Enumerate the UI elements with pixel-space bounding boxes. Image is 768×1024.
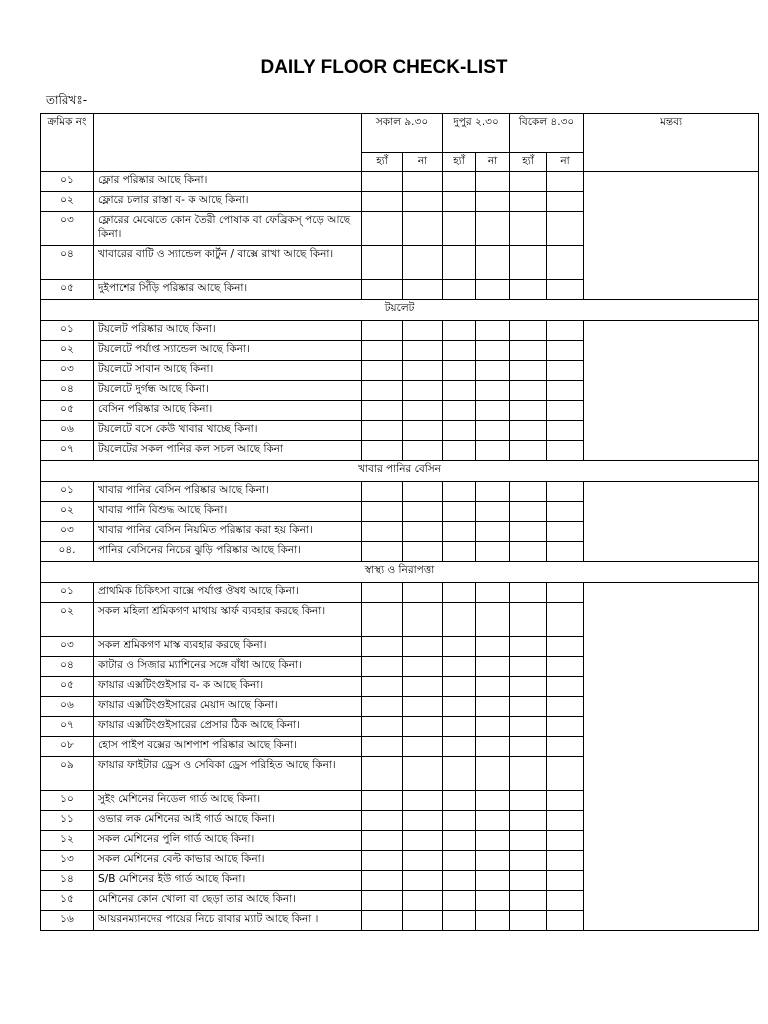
row-number: ০২ — [41, 341, 94, 361]
row-number: ০৭ — [41, 441, 94, 461]
morning-no-cell[interactable] — [403, 192, 443, 212]
afternoon-no-cell[interactable] — [547, 192, 584, 212]
noon-no-cell[interactable] — [476, 341, 510, 361]
row-number: ১৩ — [41, 851, 94, 871]
noon-yes-cell[interactable] — [443, 851, 476, 871]
row-description: ফায়ার এক্সটিংগুইসার ব- ক আছে কিনা। — [94, 677, 362, 697]
checklist-table — [40, 113, 759, 931]
noon-no-cell[interactable] — [476, 911, 510, 931]
row-number: ০৪ — [41, 381, 94, 401]
morning-no-cell[interactable] — [403, 542, 443, 562]
morning-no-cell[interactable] — [403, 717, 443, 737]
row-number: ০৫ — [41, 401, 94, 421]
noon-no-cell[interactable] — [476, 603, 510, 637]
morning-no-cell[interactable] — [403, 911, 443, 931]
row-number: ০৬ — [41, 697, 94, 717]
row-number: ০৭ — [41, 717, 94, 737]
noon-no-cell[interactable] — [476, 542, 510, 562]
noon-yes-cell[interactable] — [443, 657, 476, 677]
afternoon-yes-cell[interactable] — [510, 246, 547, 280]
morning-yes-header: হ্যাঁ — [362, 153, 403, 172]
noon-yes-cell[interactable] — [443, 246, 476, 280]
afternoon-no-cell[interactable] — [547, 522, 584, 542]
noon-no-cell[interactable] — [476, 212, 510, 246]
afternoon-no-cell[interactable] — [547, 361, 584, 381]
morning-yes-cell[interactable] — [362, 757, 403, 791]
row-description: হোস পাইপ বক্সের আশপাশ পরিষ্কার আছে কিনা। — [94, 737, 362, 757]
afternoon-no-cell[interactable] — [547, 341, 584, 361]
table-row — [41, 321, 759, 341]
noon-no-cell[interactable] — [476, 361, 510, 381]
afternoon-no-cell[interactable] — [547, 441, 584, 461]
afternoon-no-cell[interactable] — [547, 911, 584, 931]
afternoon-yes-cell[interactable] — [510, 831, 547, 851]
morning-no-cell[interactable] — [403, 280, 443, 300]
row-number: ০১ — [41, 482, 94, 502]
afternoon-no-cell[interactable] — [547, 811, 584, 831]
row-description: বেসিন পরিষ্কার আছে কিনা। — [94, 401, 362, 421]
noon-yes-cell[interactable] — [443, 212, 476, 246]
afternoon-yes-cell[interactable] — [510, 401, 547, 421]
afternoon-yes-cell[interactable] — [510, 212, 547, 246]
morning-no-cell[interactable] — [403, 441, 443, 461]
noon-yes-cell[interactable] — [443, 421, 476, 441]
noon-yes-cell[interactable] — [443, 441, 476, 461]
noon-no-cell[interactable] — [476, 280, 510, 300]
noon-yes-cell[interactable] — [443, 697, 476, 717]
row-description: সকল মহিলা শ্রমিকগণ মাথায় স্কার্ফ ব্যবহার করছে কিনা। — [94, 603, 362, 637]
morning-no-cell[interactable] — [403, 401, 443, 421]
noon-yes-cell[interactable] — [443, 717, 476, 737]
afternoon-yes-cell[interactable] — [510, 583, 547, 603]
section-header-row — [41, 461, 759, 482]
morning-no-header: না — [403, 153, 443, 172]
afternoon-yes-cell[interactable] — [510, 891, 547, 911]
afternoon-no-cell[interactable] — [547, 542, 584, 562]
row-description: টয়লেটের সকল পানির কল সচল আছে কিনা — [94, 441, 362, 461]
morning-yes-cell[interactable] — [362, 246, 403, 280]
row-number: ০২ — [41, 603, 94, 637]
afternoon-yes-cell[interactable] — [510, 851, 547, 871]
row-number: ০৮ — [41, 737, 94, 757]
row-description: মেশিনের কোন খোলা বা ছেড়া তার আছে কিনা। — [94, 891, 362, 911]
noon-yes-cell[interactable] — [443, 502, 476, 522]
morning-yes-cell[interactable] — [362, 697, 403, 717]
noon-no-cell[interactable] — [476, 502, 510, 522]
afternoon-yes-cell[interactable] — [510, 911, 547, 931]
morning-yes-cell[interactable] — [362, 361, 403, 381]
morning-no-cell[interactable] — [403, 657, 443, 677]
row-description: খাবার পানির বেসিন নিয়মিত পরিষ্কার করা হয় কিনা। — [94, 522, 362, 542]
section-header-row — [41, 300, 759, 321]
morning-yes-cell[interactable] — [362, 280, 403, 300]
afternoon-no-cell[interactable] — [547, 697, 584, 717]
row-description: খাবার পানি বিশুদ্ধ আছে কিনা। — [94, 502, 362, 522]
morning-yes-cell[interactable] — [362, 212, 403, 246]
afternoon-yes-cell[interactable] — [510, 482, 547, 502]
afternoon-yes-cell[interactable] — [510, 321, 547, 341]
noon-yes-cell[interactable] — [443, 603, 476, 637]
table-row — [41, 583, 759, 603]
afternoon-header: বিকেল ৪.৩০ — [510, 114, 584, 153]
noon-no-cell[interactable] — [476, 657, 510, 677]
noon-no-cell[interactable] — [476, 321, 510, 341]
noon-yes-cell[interactable] — [443, 831, 476, 851]
row-description: পানির বেসিনের নিচের ঝুড়ি পরিষ্কার আছে কিনা। — [94, 542, 362, 562]
morning-no-cell[interactable] — [403, 502, 443, 522]
row-number: ০২ — [41, 502, 94, 522]
afternoon-no-cell[interactable] — [547, 482, 584, 502]
row-number: ১২ — [41, 831, 94, 851]
noon-yes-cell[interactable] — [443, 280, 476, 300]
morning-no-cell[interactable] — [403, 583, 443, 603]
morning-yes-cell[interactable] — [362, 851, 403, 871]
morning-yes-cell[interactable] — [362, 811, 403, 831]
afternoon-yes-cell[interactable] — [510, 717, 547, 737]
morning-no-cell[interactable] — [403, 361, 443, 381]
row-number: ০৬ — [41, 421, 94, 441]
afternoon-no-cell[interactable] — [547, 891, 584, 911]
morning-yes-cell[interactable] — [362, 522, 403, 542]
row-description: ফায়ার এক্সটিংগুইসারের প্রেসার ঠিক আছে কিনা। — [94, 717, 362, 737]
serial-header: ক্রমিক নং — [41, 114, 94, 172]
row-description: সুইং মেশিনের নিডেল গার্ড আছে কিনা। — [94, 791, 362, 811]
afternoon-yes-cell[interactable] — [510, 697, 547, 717]
afternoon-yes-cell[interactable] — [510, 192, 547, 212]
section-title: টয়লেট — [41, 300, 759, 321]
noon-no-cell[interactable] — [476, 757, 510, 791]
morning-no-cell[interactable] — [403, 757, 443, 791]
afternoon-yes-cell[interactable] — [510, 811, 547, 831]
noon-no-cell[interactable] — [476, 401, 510, 421]
row-number: ০৫ — [41, 280, 94, 300]
table-row — [41, 482, 759, 502]
morning-yes-cell[interactable] — [362, 542, 403, 562]
morning-no-cell[interactable] — [403, 522, 443, 542]
morning-yes-cell[interactable] — [362, 717, 403, 737]
noon-no-cell[interactable] — [476, 811, 510, 831]
afternoon-no-cell[interactable] — [547, 583, 584, 603]
afternoon-no-cell[interactable] — [547, 172, 584, 192]
morning-yes-cell[interactable] — [362, 637, 403, 657]
row-description: ফায়ার এক্সটিংগুইসারের মেয়াদ আছে কিনা। — [94, 697, 362, 717]
morning-no-cell[interactable] — [403, 677, 443, 697]
noon-yes-cell[interactable] — [443, 583, 476, 603]
morning-yes-cell[interactable] — [362, 677, 403, 697]
morning-no-cell[interactable] — [403, 212, 443, 246]
afternoon-no-cell[interactable] — [547, 677, 584, 697]
afternoon-yes-cell[interactable] — [510, 637, 547, 657]
noon-no-cell[interactable] — [476, 791, 510, 811]
noon-no-cell[interactable] — [476, 831, 510, 851]
noon-yes-cell[interactable] — [443, 321, 476, 341]
afternoon-yes-cell[interactable] — [510, 341, 547, 361]
morning-no-cell[interactable] — [403, 871, 443, 891]
noon-yes-cell[interactable] — [443, 891, 476, 911]
afternoon-yes-cell[interactable] — [510, 871, 547, 891]
afternoon-no-cell[interactable] — [547, 212, 584, 246]
row-number: ০৫ — [41, 677, 94, 697]
row-description: ফায়ার ফাইটার ড্রেস ও সেবিকা ড্রেস পরিহিত আছে কিনা। — [94, 757, 362, 791]
morning-no-cell[interactable] — [403, 603, 443, 637]
afternoon-no-cell[interactable] — [547, 717, 584, 737]
afternoon-no-cell[interactable] — [547, 657, 584, 677]
row-number: ০২ — [41, 192, 94, 212]
row-number: ১০ — [41, 791, 94, 811]
afternoon-no-cell[interactable] — [547, 637, 584, 657]
morning-yes-cell[interactable] — [362, 911, 403, 931]
remarks-cell[interactable] — [584, 482, 759, 562]
row-description: আয়রনম্যানদের পায়ের নিচে রাবার ম্যাট আছে কিনা । — [94, 911, 362, 931]
row-number: ০১ — [41, 172, 94, 192]
row-description: সকল মেশিনের বেল্ট কাভার আছে কিনা। — [94, 851, 362, 871]
noon-no-cell[interactable] — [476, 891, 510, 911]
afternoon-no-header: না — [547, 153, 584, 172]
date-label: তারিখঃ- — [46, 93, 88, 107]
morning-yes-cell[interactable] — [362, 583, 403, 603]
remarks-cell[interactable] — [584, 172, 759, 300]
afternoon-no-cell[interactable] — [547, 381, 584, 401]
morning-yes-cell[interactable] — [362, 381, 403, 401]
row-number: ০৩ — [41, 361, 94, 381]
morning-yes-cell[interactable] — [362, 737, 403, 757]
noon-yes-cell[interactable] — [443, 871, 476, 891]
morning-no-cell[interactable] — [403, 737, 443, 757]
row-number: ১৫ — [41, 891, 94, 911]
afternoon-no-cell[interactable] — [547, 871, 584, 891]
afternoon-no-cell[interactable] — [547, 401, 584, 421]
morning-no-cell[interactable] — [403, 811, 443, 831]
afternoon-no-cell[interactable] — [547, 246, 584, 280]
afternoon-yes-cell[interactable] — [510, 522, 547, 542]
afternoon-no-cell[interactable] — [547, 757, 584, 791]
table-row — [41, 172, 759, 192]
morning-no-cell[interactable] — [403, 637, 443, 657]
afternoon-yes-cell[interactable] — [510, 381, 547, 401]
afternoon-yes-cell[interactable] — [510, 441, 547, 461]
afternoon-no-cell[interactable] — [547, 321, 584, 341]
morning-yes-cell[interactable] — [362, 502, 403, 522]
row-description: প্রাথমিক চিকিৎসা বাক্সে পর্যাপ্ত ঔষধ আছে কিনা। — [94, 583, 362, 603]
morning-no-cell[interactable] — [403, 831, 443, 851]
noon-yes-cell[interactable] — [443, 542, 476, 562]
morning-yes-cell[interactable] — [362, 401, 403, 421]
afternoon-yes-cell[interactable] — [510, 542, 547, 562]
morning-no-cell[interactable] — [403, 321, 443, 341]
row-number: ০৩ — [41, 212, 94, 246]
morning-yes-cell[interactable] — [362, 441, 403, 461]
noon-no-cell[interactable] — [476, 737, 510, 757]
noon-no-cell[interactable] — [476, 637, 510, 657]
row-number: ০৪. — [41, 542, 94, 562]
row-description: ফ্লোর পরিষ্কার আছে কিনা। — [94, 172, 362, 192]
noon-no-cell[interactable] — [476, 172, 510, 192]
afternoon-yes-cell[interactable] — [510, 737, 547, 757]
afternoon-yes-cell[interactable] — [510, 677, 547, 697]
section-title: স্বাস্থ্য ও নিরাপত্তা — [41, 562, 759, 583]
morning-yes-cell[interactable] — [362, 192, 403, 212]
morning-yes-cell[interactable] — [362, 341, 403, 361]
noon-yes-cell[interactable] — [443, 341, 476, 361]
row-number: ১৬ — [41, 911, 94, 931]
row-description: টয়লেটে বসে কেউ খাবার খাচ্ছে কিনা। — [94, 421, 362, 441]
morning-yes-cell[interactable] — [362, 871, 403, 891]
afternoon-yes-cell[interactable] — [510, 757, 547, 791]
afternoon-no-cell[interactable] — [547, 791, 584, 811]
noon-yes-cell[interactable] — [443, 401, 476, 421]
noon-yes-header: হ্যাঁ — [443, 153, 476, 172]
morning-yes-cell[interactable] — [362, 421, 403, 441]
row-number: ১৪ — [41, 871, 94, 891]
row-description: ফ্লোরের মেঝেতে কোন তৈরী পোষাক বা ফেব্রিকস্ পড়ে আছে কিনা। — [94, 212, 362, 246]
row-description: কাটার ও সিজার ম্যাশিনের সঙ্গে বাঁধা আছে কিনা। — [94, 657, 362, 677]
morning-no-cell[interactable] — [403, 791, 443, 811]
row-description: ফ্লোরে চলার রাস্তা ব- ক আছে কিনা। — [94, 192, 362, 212]
afternoon-yes-cell[interactable] — [510, 657, 547, 677]
row-description: S/B মেশিনের ইউ গার্ড আছে কিনা। — [94, 871, 362, 891]
noon-yes-cell[interactable] — [443, 737, 476, 757]
row-description: খাবার পানির বেসিন পরিষ্কার আছে কিনা। — [94, 482, 362, 502]
noon-no-header: না — [476, 153, 510, 172]
afternoon-yes-cell[interactable] — [510, 280, 547, 300]
row-number: ০৯ — [41, 757, 94, 791]
afternoon-no-cell[interactable] — [547, 280, 584, 300]
noon-yes-cell[interactable] — [443, 637, 476, 657]
row-number: ০৪ — [41, 246, 94, 280]
noon-no-cell[interactable] — [476, 246, 510, 280]
noon-yes-cell[interactable] — [443, 811, 476, 831]
section-title: খাবার পানির বেসিন — [41, 461, 759, 482]
morning-no-cell[interactable] — [403, 341, 443, 361]
noon-yes-cell[interactable] — [443, 677, 476, 697]
noon-no-cell[interactable] — [476, 583, 510, 603]
noon-yes-cell[interactable] — [443, 172, 476, 192]
afternoon-no-cell[interactable] — [547, 603, 584, 637]
noon-no-cell[interactable] — [476, 192, 510, 212]
morning-yes-cell[interactable] — [362, 891, 403, 911]
morning-no-cell[interactable] — [403, 246, 443, 280]
noon-yes-cell[interactable] — [443, 482, 476, 502]
remarks-cell[interactable] — [584, 583, 759, 931]
noon-no-cell[interactable] — [476, 851, 510, 871]
row-number: ০৩ — [41, 637, 94, 657]
afternoon-yes-cell[interactable] — [510, 603, 547, 637]
morning-header: সকাল ৯.৩০ — [362, 114, 443, 153]
noon-no-cell[interactable] — [476, 522, 510, 542]
morning-yes-cell[interactable] — [362, 482, 403, 502]
noon-header: দুপুর ২.৩০ — [443, 114, 510, 153]
noon-no-cell[interactable] — [476, 717, 510, 737]
afternoon-yes-cell[interactable] — [510, 421, 547, 441]
row-description: টয়লেট পরিষ্কার আছে কিনা। — [94, 321, 362, 341]
row-description: খাবারের বাটি ও স্যান্ডেল কার্টুন / বাক্সে রাখা আছে কিনা। — [94, 246, 362, 280]
row-description: সকল শ্রমিকগণ মাস্ক ব্যবহার করছে কিনা। — [94, 637, 362, 657]
noon-yes-cell[interactable] — [443, 522, 476, 542]
afternoon-no-cell[interactable] — [547, 502, 584, 522]
afternoon-no-cell[interactable] — [547, 831, 584, 851]
morning-yes-cell[interactable] — [362, 831, 403, 851]
afternoon-yes-cell[interactable] — [510, 791, 547, 811]
row-number: ১১ — [41, 811, 94, 831]
description-header — [94, 114, 362, 172]
remarks-cell[interactable] — [584, 321, 759, 461]
section-header-row — [41, 562, 759, 583]
afternoon-yes-header: হ্যাঁ — [510, 153, 547, 172]
morning-yes-cell[interactable] — [362, 657, 403, 677]
remarks-header: মন্তব্য — [584, 114, 759, 172]
afternoon-yes-cell[interactable] — [510, 502, 547, 522]
row-description: টয়লেটে পর্যাপ্ত স্যান্ডেল আছে কিনা। — [94, 341, 362, 361]
morning-yes-cell[interactable] — [362, 603, 403, 637]
noon-no-cell[interactable] — [476, 482, 510, 502]
noon-no-cell[interactable] — [476, 871, 510, 891]
row-number: ০৪ — [41, 657, 94, 677]
row-number: ০১ — [41, 321, 94, 341]
afternoon-yes-cell[interactable] — [510, 361, 547, 381]
morning-no-cell[interactable] — [403, 421, 443, 441]
noon-yes-cell[interactable] — [443, 757, 476, 791]
noon-yes-cell[interactable] — [443, 192, 476, 212]
row-description: টয়লেটে সাবান আছে কিনা। — [94, 361, 362, 381]
noon-no-cell[interactable] — [476, 421, 510, 441]
row-description: টয়লেটে দুর্গন্ধ আছে কিনা। — [94, 381, 362, 401]
morning-yes-cell[interactable] — [362, 791, 403, 811]
morning-no-cell[interactable] — [403, 891, 443, 911]
morning-no-cell[interactable] — [403, 851, 443, 871]
morning-no-cell[interactable] — [403, 381, 443, 401]
row-number: ০১ — [41, 583, 94, 603]
morning-yes-cell[interactable] — [362, 172, 403, 192]
noon-yes-cell[interactable] — [443, 361, 476, 381]
row-description: দুইপাশের সিঁড়ি পরিষ্কার আছে কিনা। — [94, 280, 362, 300]
noon-yes-cell[interactable] — [443, 381, 476, 401]
afternoon-no-cell[interactable] — [547, 851, 584, 871]
morning-no-cell[interactable] — [403, 697, 443, 717]
row-description: ওভার লক মেশিনের আই গার্ড আছে কিনা। — [94, 811, 362, 831]
afternoon-yes-cell[interactable] — [510, 172, 547, 192]
morning-no-cell[interactable] — [403, 482, 443, 502]
noon-no-cell[interactable] — [476, 381, 510, 401]
afternoon-no-cell[interactable] — [547, 421, 584, 441]
page-title: DAILY FLOOR CHECK-LIST — [260, 57, 508, 78]
noon-no-cell[interactable] — [476, 677, 510, 697]
row-number: ০৩ — [41, 522, 94, 542]
morning-yes-cell[interactable] — [362, 321, 403, 341]
noon-no-cell[interactable] — [476, 441, 510, 461]
noon-no-cell[interactable] — [476, 697, 510, 717]
afternoon-no-cell[interactable] — [547, 737, 584, 757]
noon-yes-cell[interactable] — [443, 911, 476, 931]
noon-yes-cell[interactable] — [443, 791, 476, 811]
morning-no-cell[interactable] — [403, 172, 443, 192]
row-description: সকল মেশিনের পুলি গার্ড আছে কিনা। — [94, 831, 362, 851]
